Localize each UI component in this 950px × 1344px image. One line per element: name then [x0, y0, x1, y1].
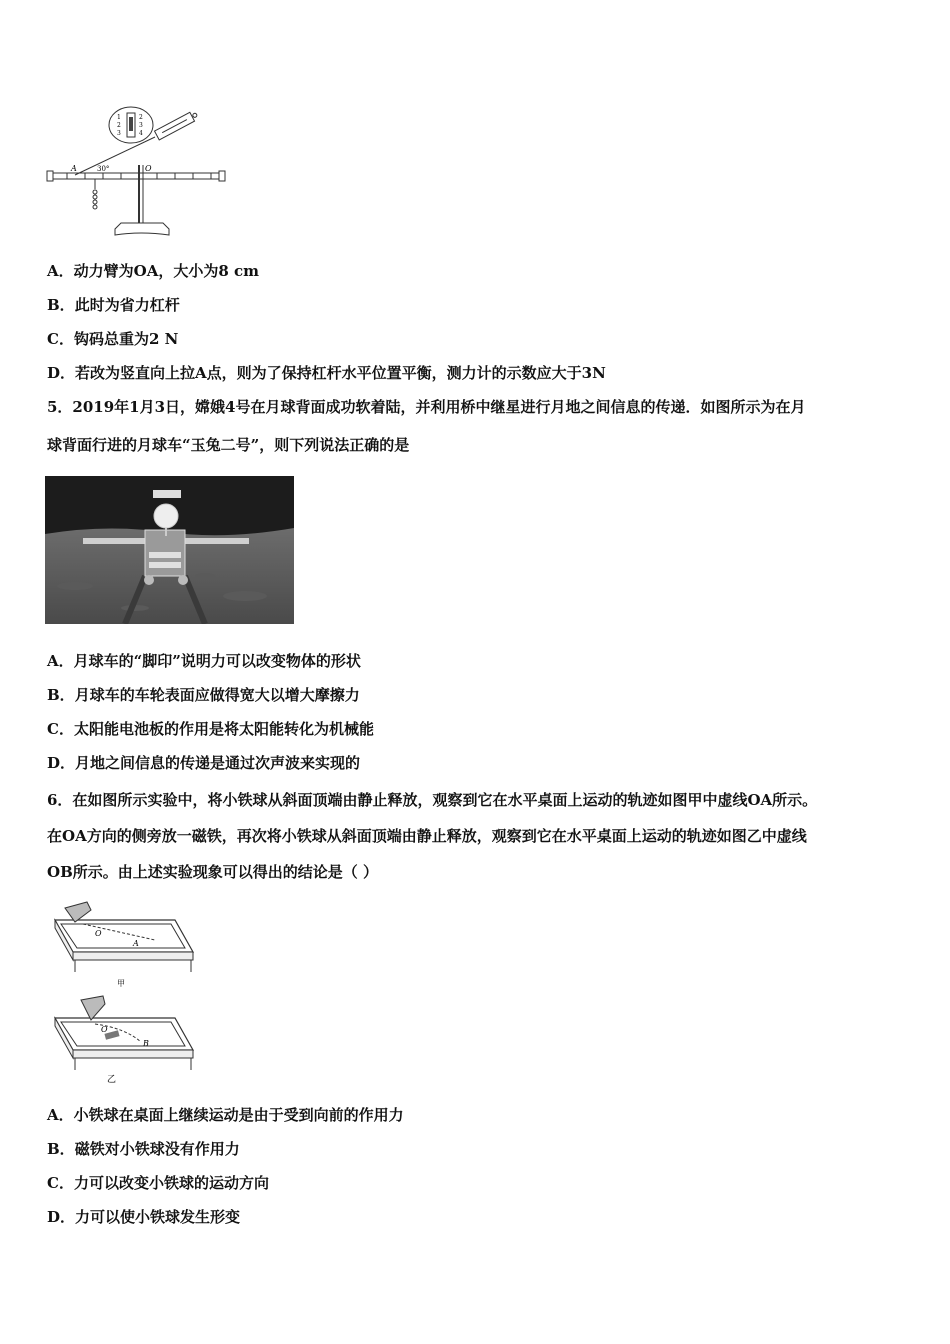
rover-image: [45, 476, 294, 624]
svg-text:1: 1: [117, 114, 121, 121]
option-letter: B．: [47, 686, 75, 704]
q4-option-a: [47, 261, 259, 281]
q5-option-c: [47, 719, 374, 739]
option-letter: D．: [47, 1208, 76, 1226]
option-letter: A．: [47, 652, 74, 670]
table-experiment-figure: [45, 900, 215, 1090]
q6-stem-line2: 在OA方向的侧旁放一磁铁，再次将小铁球从斜面顶端由静止释放，观察到它在水平桌面上运动的轨迹如图乙中虚线: [47, 827, 807, 845]
label-bottom-b: B: [143, 1039, 149, 1048]
lever-figure: [45, 105, 235, 245]
option-text: 月球车的车轮表面应做得宽大以增大摩擦力: [74, 686, 360, 704]
option-text: 力可以改变小铁球的运动方向: [73, 1174, 269, 1192]
lever-diagram: [45, 105, 235, 245]
option-letter: D．: [47, 754, 76, 772]
q5-option-a: [47, 651, 361, 671]
option-text: 动力臂为OA，大小为8 cm: [73, 262, 260, 280]
svg-text:4: 4: [139, 130, 143, 137]
q6-option-a: [47, 1105, 404, 1125]
label-angle: 30°: [97, 165, 110, 173]
option-text: 太阳能电池板的作用是将太阳能转化为机械能: [73, 720, 374, 738]
label-top-a: A: [133, 939, 139, 948]
q5-option-b: [47, 685, 360, 705]
option-letter: B．: [47, 296, 75, 314]
option-letter: B．: [47, 1140, 75, 1158]
label-o: O: [145, 164, 152, 173]
option-letter: C．: [47, 720, 74, 738]
option-letter: D．: [47, 364, 76, 382]
svg-text:2: 2: [117, 122, 121, 129]
svg-text:3: 3: [117, 130, 121, 137]
q5-stem-line2: 球背面行进的月球车“玉兔二号”，则下列说法正确的是: [47, 436, 410, 454]
option-text: 小铁球在桌面上继续运动是由于受到向前的作用力: [73, 1106, 404, 1124]
option-text: 若改为竖直向上拉A点，则为了保持杠杆水平位置平衡，测力计的示数应大于3N: [75, 364, 606, 382]
option-letter: C．: [47, 330, 74, 348]
experiment-diagram: [45, 900, 215, 1090]
label-top-o: O: [95, 929, 102, 938]
q6-option-d: [47, 1207, 240, 1227]
label-bottom-o: O: [101, 1025, 108, 1034]
q6-stem-line3: OB所示。由上述实验现象可以得出的结论是（ ）: [47, 863, 378, 881]
q4-option-d: [47, 363, 606, 383]
q4-option-c: [47, 329, 178, 349]
caption-yi: 乙: [107, 1075, 117, 1085]
option-text: 钩码总重为2 N: [73, 330, 179, 348]
option-text: 此时为省力杠杆: [74, 296, 180, 314]
svg-text:3: 3: [139, 122, 143, 129]
q6-stem-line1: 6．在如图所示实验中，将小铁球从斜面顶端由静止释放，观察到它在水平桌面上运动的轨迹如图甲中虚线OA所示。: [47, 791, 818, 809]
q6-option-b: [47, 1139, 240, 1159]
option-text: 月球车的“脚印”说明力可以改变物体的形状: [73, 652, 361, 670]
option-letter: A．: [47, 1106, 74, 1124]
q5-option-d: [47, 753, 360, 773]
moon-rover-photo: [45, 476, 294, 624]
option-text: 磁铁对小铁球没有作用力: [74, 1140, 240, 1158]
q5-stem-line1: 5．2019年1月3日，嫦娥4号在月球背面成功软着陆，并利用桥中继星进行月地之间信息的传递．如图所示为在月: [47, 398, 806, 416]
option-text: 力可以使小铁球发生形变: [75, 1208, 241, 1226]
label-a: A: [71, 164, 77, 173]
option-text: 月地之间信息的传递是通过次声波来实现的: [75, 754, 361, 772]
option-letter: C．: [47, 1174, 74, 1192]
q4-option-b: [47, 295, 180, 315]
option-letter: A．: [47, 262, 74, 280]
q6-option-c: [47, 1173, 269, 1193]
svg-text:2: 2: [139, 114, 143, 121]
caption-jia: 甲: [117, 979, 125, 988]
